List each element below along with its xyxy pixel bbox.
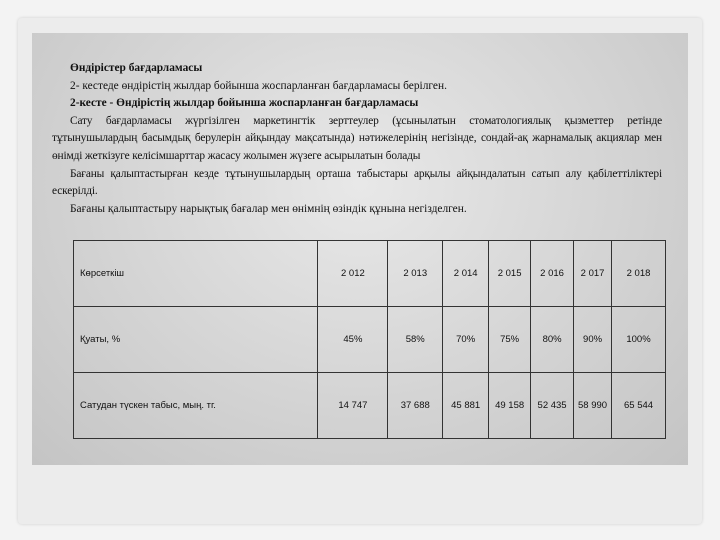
table-header-cell: 2 018 [612, 241, 666, 307]
paragraph-sales-program: Сату бағдарламасы жүргізілген маркетингтік зерттеулер (ұсынылатын стоматологиялық қызметтер ретінде тұтынушылардың басымдық берулерін айқындау мақсатында) нәтижелерінің негізінде, сондай-ақ жарнамалық акциялар мен өнімді жеткізуге келісімшарттар жасасу жолымен жүзеге асырылатын болады [52, 114, 662, 162]
table-cell: 49 158 [489, 373, 531, 439]
table-cell: 70% [443, 307, 489, 373]
table-cell: 45 881 [443, 373, 489, 439]
table-header-cell: 2 014 [443, 241, 489, 307]
production-program-table [73, 240, 666, 439]
table-header-cell: 2 015 [489, 241, 531, 307]
table-header-cell: 2 017 [574, 241, 612, 307]
document-heading: Өндірістер бағдарламасы [70, 62, 203, 74]
table-row [74, 307, 666, 373]
table-cell: 37 688 [388, 373, 443, 439]
table-header-cell: 2 012 [318, 241, 388, 307]
table-cell: 100% [612, 307, 666, 373]
table-header-cell: 2 016 [531, 241, 574, 307]
paragraph-pricing: Бағаны қалыптастыру нарықтық бағалар мен өнімнің өзіндік құнына негізделген. [70, 202, 467, 215]
table-cell: 52 435 [531, 373, 574, 439]
table-row [74, 373, 666, 439]
table-row-label: Қуаты, % [74, 307, 318, 373]
table-header-row [74, 241, 666, 307]
table-cell: 58 990 [574, 373, 612, 439]
table-cell: 14 747 [318, 373, 388, 439]
table-cell: 58% [388, 307, 443, 373]
table-header-cell: Көрсеткіш [74, 241, 318, 307]
table-cell: 75% [489, 307, 531, 373]
text-block [52, 60, 662, 218]
table-cell: 65 544 [612, 373, 666, 439]
table-cell: 45% [318, 307, 388, 373]
table-cell: 80% [531, 307, 574, 373]
table-header-cell: 2 013 [388, 241, 443, 307]
table-row-label: Сатудан түскен табыс, мың. тг. [74, 373, 318, 439]
intro-text: 2- кестеде өндірістің жылдар бойынша жоспарланған бағдарламасы берілген. [70, 79, 447, 92]
paragraph-purchasing-power: Бағаны қалыптастырған кезде тұтынушылардың орташа табыстары арқылы айқындалатын сатып алу қабілеттіліктері ескерілді. [52, 167, 662, 198]
table-caption: 2-кесте - Өндірістің жылдар бойынша жоспарланған бағдарламасы [70, 97, 419, 110]
table-cell: 90% [574, 307, 612, 373]
